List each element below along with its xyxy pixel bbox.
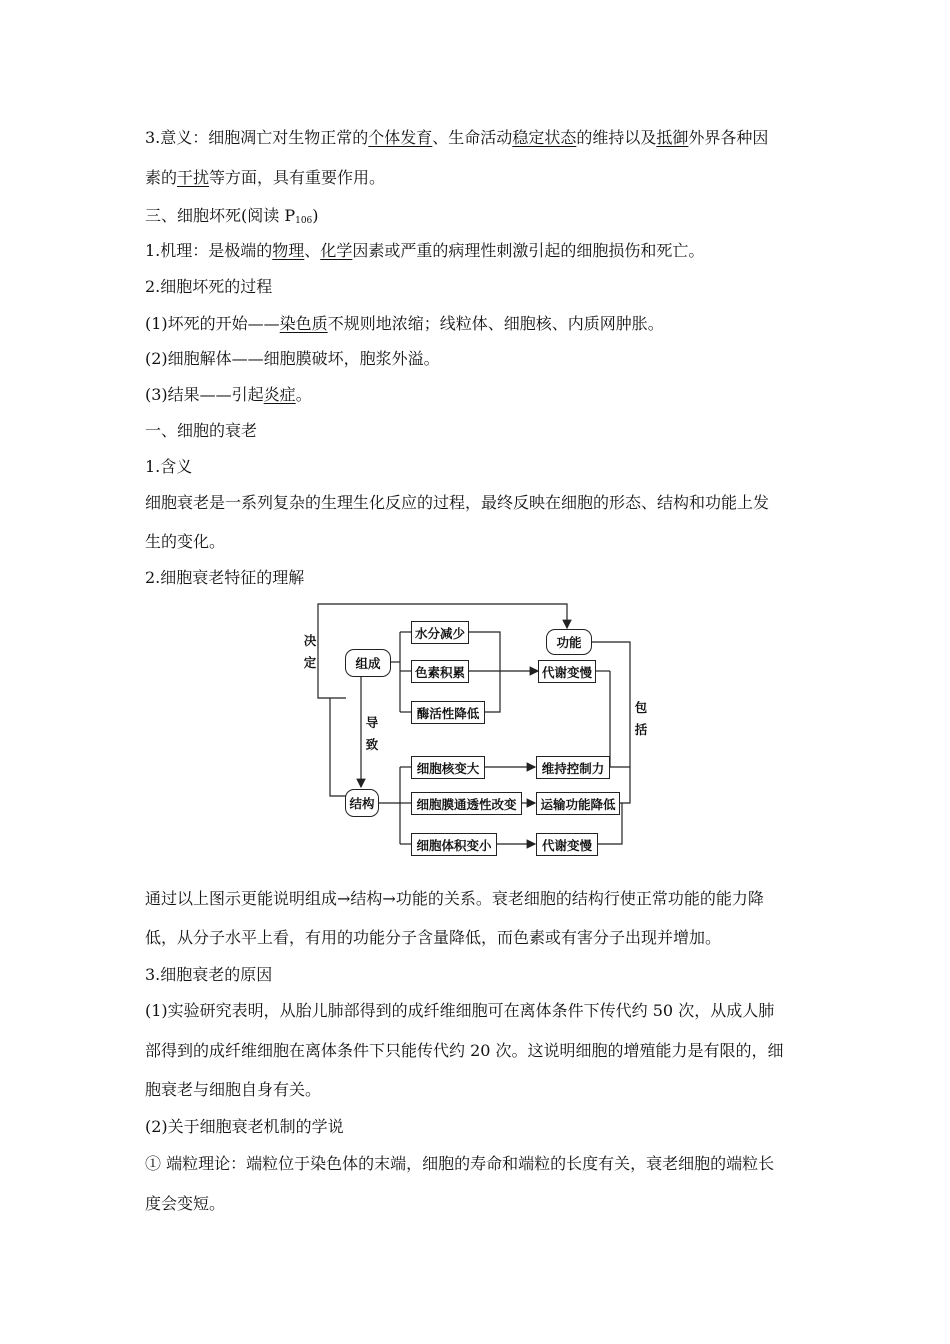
text-segment: 的维持以及 bbox=[576, 128, 657, 147]
maintain-control-box: 维持控制力 bbox=[536, 756, 610, 779]
aging-mechanism-heading: (2)关于细胞衰老机制的学说 bbox=[145, 1117, 344, 1136]
water-decrease-box: 水分减少 bbox=[411, 621, 469, 644]
aging-definition-line-2: 生的变化。 bbox=[145, 532, 226, 551]
aging-features-heading: 2.细胞衰老特征的理解 bbox=[145, 568, 305, 587]
underlined-term: 物理 bbox=[272, 241, 305, 260]
text-segment: 。 bbox=[295, 385, 312, 404]
text-segment: 、 bbox=[304, 241, 321, 260]
text-segment: 、生命活动 bbox=[432, 128, 513, 147]
text-segment: 因素或严重的病理性刺激引起的细胞损伤和死亡。 bbox=[352, 241, 705, 260]
metabolism-slow-box-1: 代谢变慢 bbox=[538, 660, 596, 683]
page-subscript: 106 bbox=[295, 216, 313, 226]
underlined-term: 染色质 bbox=[279, 314, 328, 333]
text-segment: 1.机理：是极端的 bbox=[145, 241, 273, 260]
telomere-theory-line-1: ① 端粒理论：端粒位于染色体的末端，细胞的寿命和端粒的长度有关，衰老细胞的端粒长 bbox=[145, 1154, 775, 1173]
underlined-term: 炎症 bbox=[263, 385, 296, 404]
underlined-term: 干扰 bbox=[177, 168, 210, 187]
underlined-term: 稳定状态 bbox=[512, 128, 577, 147]
underlined-term: 化学 bbox=[320, 241, 353, 260]
volume-decrease-box: 细胞体积变小 bbox=[411, 833, 497, 856]
necrosis-process-heading: 2.细胞坏死的过程 bbox=[145, 277, 273, 296]
text-segment: 外界各种因 bbox=[688, 128, 769, 147]
enzyme-activity-box: 酶活性降低 bbox=[411, 701, 485, 724]
aging-causes-1-line-2: 部得到的成纤维细胞在离体条件下只能传代约 20 次。这说明细胞的增殖能力是有限的，细 bbox=[145, 1041, 784, 1060]
text-segment: 三、细胞坏死(阅读 P bbox=[145, 206, 296, 225]
diagram-explanation-line-2: 低，从分子水平上看，有用的功能分子含量降低，而色素或有害分子出现并增加。 bbox=[145, 928, 722, 947]
aging-definition-heading: 1.含义 bbox=[145, 457, 193, 476]
aging-causes-heading: 3.细胞衰老的原因 bbox=[145, 965, 273, 984]
underlined-term: 抵御 bbox=[656, 128, 689, 147]
lead-to-label: 导 致 bbox=[365, 715, 379, 752]
aging-causes-1-line-3: 胞衰老与细胞自身有关。 bbox=[145, 1080, 322, 1099]
section-heading-aging: 一、细胞的衰老 bbox=[145, 421, 258, 440]
text-segment: 不规则地浓缩；线粒体、细胞核、内质网肿胀。 bbox=[327, 314, 664, 333]
diagram-explanation-line-1: 通过以上图示更能说明组成→结构→功能的关系。衰老细胞的结构行使正常功能的能力降 bbox=[145, 889, 764, 908]
nucleus-enlarge-box: 细胞核变大 bbox=[411, 756, 485, 779]
composition-node: 组成 bbox=[345, 649, 391, 677]
text-segment: ) bbox=[312, 206, 319, 225]
include-label: 包 括 bbox=[634, 700, 648, 737]
text-segment: 素的 bbox=[145, 168, 178, 187]
necrosis-process-2: (2)细胞解体——细胞膜破坏，胞浆外溢。 bbox=[145, 349, 440, 368]
text-segment: 3.意义：细胞凋亡对生物正常的 bbox=[145, 128, 369, 147]
text-segment: 等方面，具有重要作用。 bbox=[209, 168, 386, 187]
pigment-accumulation-box: 色素积累 bbox=[411, 660, 469, 683]
aging-causes-1-line-1: (1)实验研究表明，从胎儿肺部得到的成纤维细胞可在离体条件下传代约 50 次，从成人肺 bbox=[145, 1001, 775, 1020]
decide-label: 决 定 bbox=[303, 633, 317, 670]
structure-connector bbox=[330, 698, 346, 796]
transport-decrease-box: 运输功能降低 bbox=[536, 792, 620, 815]
composition-right-bracket bbox=[468, 632, 500, 712]
underlined-term: 个体发育 bbox=[368, 128, 433, 147]
function-node: 功能 bbox=[546, 629, 592, 655]
telomere-theory-line-2: 度会变短。 bbox=[145, 1194, 226, 1213]
membrane-permeability-box: 细胞膜通透性改变 bbox=[411, 792, 522, 815]
aging-definition-line-1: 细胞衰老是一系列复杂的生理生化反应的过程，最终反映在细胞的形态、结构和功能上发 bbox=[145, 493, 770, 512]
structure-node: 结构 bbox=[345, 789, 379, 817]
text-segment: (1)坏死的开始—— bbox=[145, 314, 280, 333]
metabolism-slow-box-2: 代谢变慢 bbox=[536, 833, 598, 856]
text-segment: (3)结果——引起 bbox=[145, 385, 264, 404]
